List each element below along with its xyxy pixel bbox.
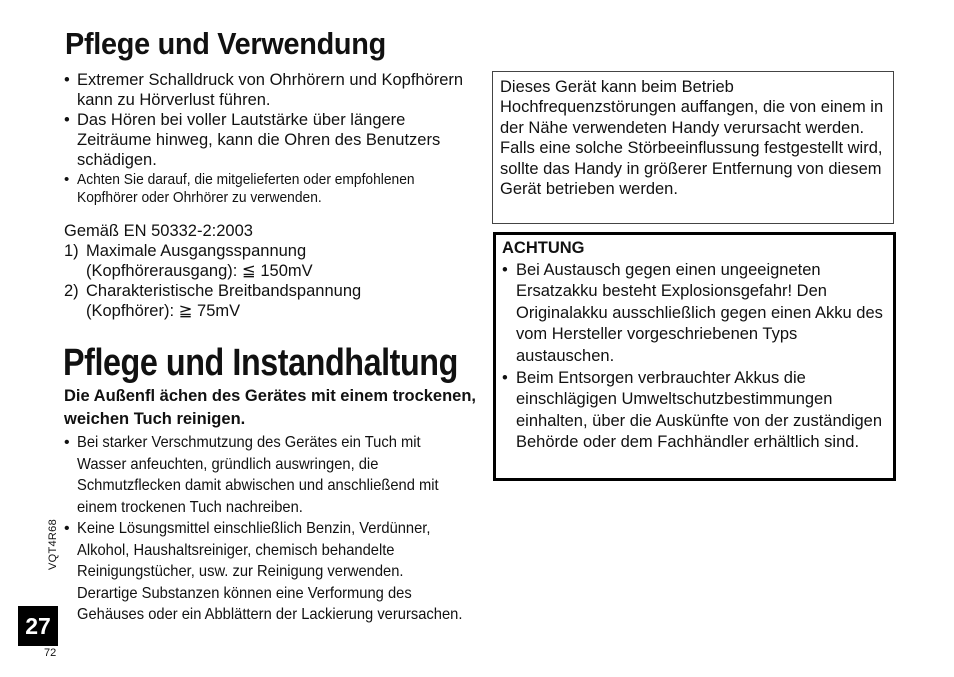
care-use-content	[64, 70, 474, 321]
warning-heading: ACHTUNG	[502, 239, 585, 257]
warning-list	[502, 260, 887, 454]
standard-reference: Gemäß EN 50332-2:2003	[64, 222, 253, 240]
spec-item-2	[64, 281, 474, 321]
section-title-maintenance: Pflege und Instandhaltung	[63, 342, 458, 384]
spec-number: 2)	[64, 282, 79, 300]
list-item	[64, 432, 484, 518]
list-item: • Extremer Schalldruck von Ohrhörern und Kopfhörern kann zu Hörverlust führen.	[64, 70, 474, 110]
maintenance-content	[64, 385, 484, 626]
spec-line: Charakteristische Breitbandspannung	[86, 282, 362, 300]
headphone-note-list	[64, 171, 474, 207]
spec-line: (Kopfhörer): ≧ 75mV	[86, 302, 241, 320]
list-item-text: • Bei starker Verschmutzung des Gerätes ein Tuch mit Wasser anfeuchten, gründlich auswringen, die Schmutzflecken damit abwischen und anschließend mit einem trockenen Tuch nachreiben.	[77, 434, 439, 516]
spec-number: 1)	[64, 242, 79, 260]
spec-line: Maximale Ausgangsspannung	[86, 242, 307, 260]
page-number: 27	[18, 606, 58, 646]
list-item: • Beim Entsorgen verbrauchter Akkus die einschlägigen Umweltschutzbestimmungen einhalten, über die Auskünfte von der zuständigen Behörde oder dem Fachhändler erhältlich sind.	[502, 368, 887, 454]
maintenance-subtitle: Die Außenfl ächen des Gerätes mit einem trockenen, weichen Tuch reinigen.	[64, 387, 477, 428]
hearing-warning-list	[64, 70, 474, 170]
warning-box	[493, 232, 896, 481]
list-item: • Bei Austausch gegen einen ungeeigneten Ersatzakku besteht Explosionsgefahr! Den Originalakku ausschließlich gegen einen Akku des vom Hersteller vorgeschriebenen Typs austauschen.	[502, 260, 887, 368]
interference-notice-box	[492, 71, 894, 224]
section-title-care-use: Pflege und Verwendung	[65, 26, 386, 61]
headphone-note-text: • Achten Sie darauf, die mitgelieferten oder empfohlenen Kopfhörer oder Ohrhörer zu verwenden.	[77, 171, 415, 206]
list-item	[64, 171, 474, 207]
list-item	[64, 518, 484, 626]
interference-notice-text: Dieses Gerät kann beim Betrieb Hochfrequenzstörungen auffangen, die von einem in der Nähe verwendeten Handy verursacht werden. Falls eine solche Störbeeinflussung festgestellt wird, sollte das Handy in größerer Entfernung von diesem Gerät betrieben werden.	[500, 78, 884, 199]
list-item: • Das Hören bei voller Lautstärke über längere Zeiträume hinweg, kann die Ohren des Benutzers schädigen.	[64, 110, 474, 170]
spec-item-1	[64, 241, 474, 281]
document-code: VQT4R68	[47, 518, 59, 570]
list-item-text: • Keine Lösungsmittel einschließlich Benzin, Verdünner, Alkohol, Haushaltsreiniger, chemisch behandelte Reinigungstücher, usw. zur Reinigung verwenden. Derartige Substanzen können eine Verformung des Gehäuses oder ein Abblättern der Lackierung verursachen.	[77, 520, 463, 623]
spec-line: (Kopfhörerausgang): ≦ 150mV	[86, 262, 313, 280]
secondary-page-number: 72	[44, 647, 57, 659]
maintenance-list	[64, 432, 484, 626]
